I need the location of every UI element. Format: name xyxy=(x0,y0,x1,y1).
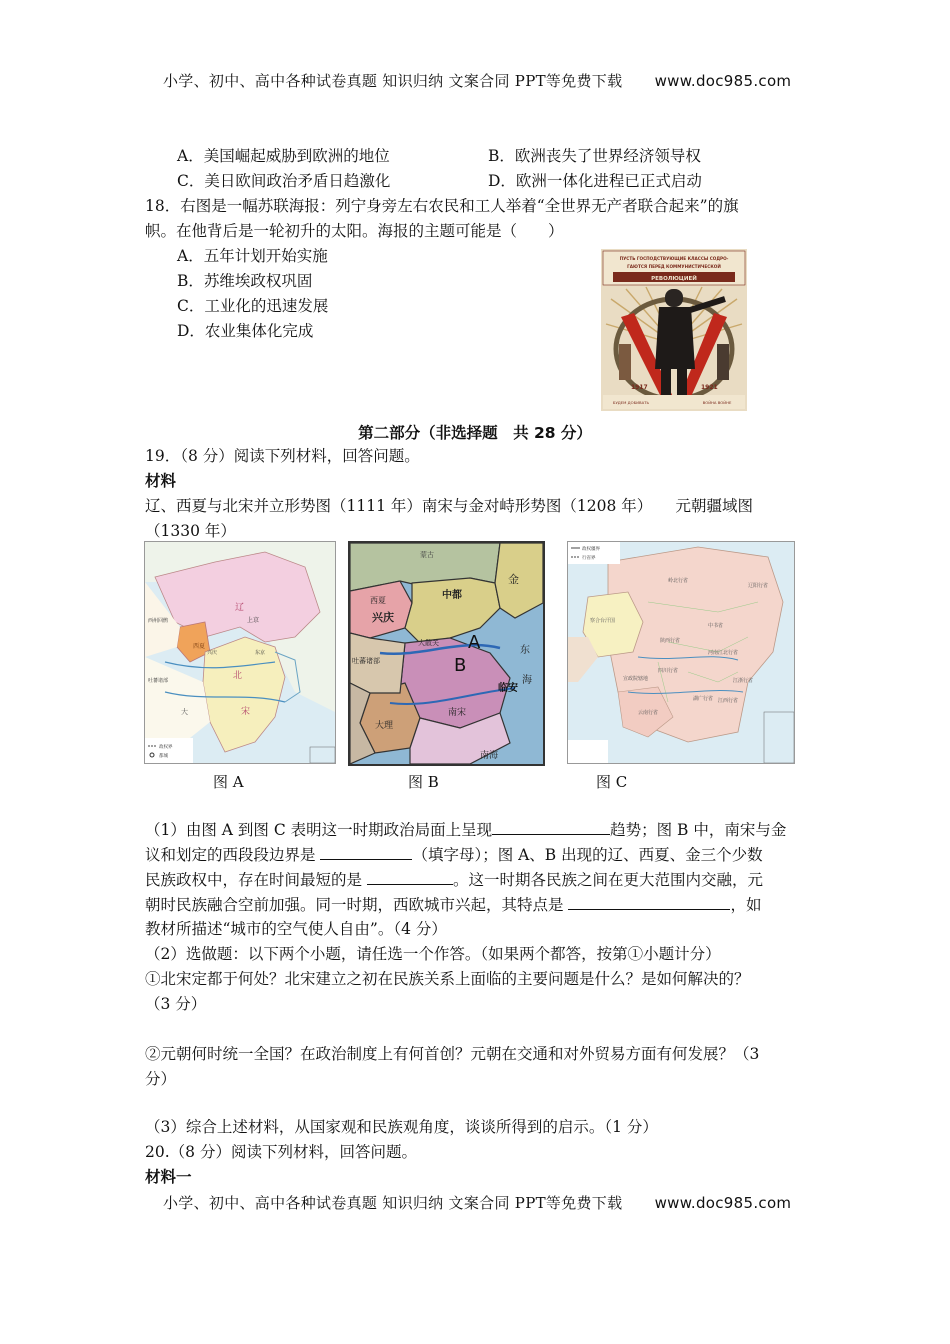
map-a-label-dongjing: 东京 xyxy=(255,650,266,656)
footer-text: 小学、初中、高中各种试卷真题 知识归纳 文案合同 PPT等免费下载 xyxy=(163,1194,623,1212)
map-b-label-dong: 东 xyxy=(520,645,530,656)
map-b-label-linan: 临安 xyxy=(498,683,518,694)
soviet-poster xyxy=(601,249,747,411)
svg-text:БУДЕМ ДОБИВАТЬ: БУДЕМ ДОБИВАТЬ xyxy=(612,400,650,405)
header-url[interactable]: www.doc985.com xyxy=(654,72,792,90)
answer-blank-trend[interactable] xyxy=(492,818,610,835)
q19-p1-line1: （1）由图 A 到图 C 表明这一时期政治局面上呈现 趋势；图 B 中，南宋与金 xyxy=(145,818,786,841)
page-footer xyxy=(163,1192,791,1213)
q19-p2-option1-line1: ①北宋定都于何处？北宋建立之初在民族关系上面临的主要问题是什么？是如何解决的？ xyxy=(145,970,750,988)
q17-option-a: A．美国崛起威胁到欧洲的地位 xyxy=(177,147,390,165)
answer-blank-border[interactable] xyxy=(320,843,412,860)
map-b-label-jin: 金 xyxy=(508,573,519,586)
map-c-label-jiangzhe: 江浙行省 xyxy=(733,678,754,684)
poster-year-left: 1917 xyxy=(631,384,648,391)
map-a xyxy=(144,541,336,764)
map-b-label-tubo: 吐蕃诸部 xyxy=(352,657,380,665)
map-b-label-nansong: 南宋 xyxy=(448,708,467,718)
q19-p2-option2-line2: 分） xyxy=(145,1070,177,1088)
svg-text:ПУСТЬ ГОСПОДСТВУЮЩИЕ КЛАССЫ СО: ПУСТЬ ГОСПОДСТВУЮЩИЕ КЛАССЫ СОДРО- xyxy=(619,256,729,261)
q18-option-a: A．五年计划开始实施 xyxy=(177,247,328,265)
q19-p1-line2: 议和划定的西段段边界是 （填字母）；图 A、B 出现的辽、西夏、金三个少数 xyxy=(145,843,763,866)
map-c-label-henan: 河南江北行省 xyxy=(708,650,739,656)
q19-p2-option2-line1: ②元朝何时统一全国？在政治制度上有何首创？元朝在交通和对外贸易方面有何发展？（3 xyxy=(145,1045,760,1063)
map-c-label-liaoyang: 辽阳行省 xyxy=(748,583,769,589)
part2-title: 第二部分（非选择题 共 28 分） xyxy=(358,424,592,442)
map-b-label-hai: 海 xyxy=(522,675,532,686)
page-header xyxy=(163,70,791,91)
map-b-caption: 图 B xyxy=(408,773,439,791)
map-b xyxy=(348,541,545,766)
map-b-label-zhongdu: 中都 xyxy=(442,590,462,601)
q18-option-d: D．农业集体化完成 xyxy=(177,322,314,340)
map-c-caption: 图 C xyxy=(596,773,628,791)
map-a-label-shangjing: 上京 xyxy=(247,617,260,624)
q18-stem-line2: 帜。在他背后是一轮初升的太阳。海报的主题可能是（ ） xyxy=(145,222,564,240)
map-c-legend-border: 政权疆界 xyxy=(582,547,600,552)
q19-p3: （3）综合上述材料，从国家观和民族观角度，谈谈所得到的启示。（1 分） xyxy=(145,1118,658,1136)
map-c-label-shaanxi: 陕西行省 xyxy=(660,638,681,644)
map-a-label-song: 宋 xyxy=(241,707,251,717)
map-b-label-a: A xyxy=(468,632,481,653)
map-c-label-sichuan: 四川行省 xyxy=(658,668,679,674)
map-c-label-jiangxi: 江西行省 xyxy=(718,698,739,704)
q19-maps-title-line1: 辽、西夏与北宋并立形势图（1111 年）南宋与金对峙形势图（1208 年） 元朝疆域图 xyxy=(145,497,753,515)
map-c-label-zhongshu: 中书省 xyxy=(708,623,724,629)
q19-p1-line5: 教材所描述“城市的空气使人自由”。（4 分） xyxy=(145,920,447,938)
map-b-label-dasanguan: 大散关 xyxy=(418,639,439,647)
map-b-label-mongol: 蒙古 xyxy=(420,551,434,559)
q18-option-b: B．苏维埃政权巩固 xyxy=(177,272,313,290)
map-a-label-da: 大 xyxy=(181,708,188,716)
map-c-legend-province: 行省界 xyxy=(582,556,596,561)
map-c-label-lingbei: 岭北行省 xyxy=(668,578,689,584)
map-b-label-xixia: 西夏 xyxy=(370,596,386,605)
q20-stem: 20.（8 分）阅读下列材料，回答问题。 xyxy=(145,1143,417,1161)
svg-text:ГАЮТСЯ ПЕРЕД КОММУНИСТИЧЕСКОЙ: ГАЮТСЯ ПЕРЕД КОММУНИСТИЧЕСКОЙ xyxy=(627,264,721,269)
q19-p2: （2）选做题：以下两个小题，请任选一个作答。（如果两个都答，按第①小题计分） xyxy=(145,945,721,963)
map-a-label-bei: 北 xyxy=(233,671,243,681)
q19-p2-option1-line2: （3 分） xyxy=(145,995,207,1013)
q18-stem-line1: 18．右图是一幅苏联海报：列宁身旁左右农民和工人举着“全世界无产者联合起来”的旗 xyxy=(145,197,739,215)
map-a-label-xizhou: 西州回鹘 xyxy=(148,618,169,624)
q17-option-b: B．欧洲丧失了世界经济领导权 xyxy=(488,147,701,165)
q19-p1-line3: 民族政权中，存在时间最短的是 。这一时期各民族之间在更大范围内交融，元 xyxy=(145,868,763,891)
svg-text:ВОЙНА ВОЙНЕ: ВОЙНА ВОЙНЕ xyxy=(702,400,732,405)
map-a-label-xixia: 西夏 xyxy=(193,643,206,650)
map-b-label-xingqing: 兴庆 xyxy=(372,611,394,624)
map-a-legend-capital: 都城 xyxy=(159,754,168,759)
answer-blank-city-feature[interactable] xyxy=(568,893,730,910)
poster-year-right: 1921 xyxy=(701,384,718,391)
q19-p1-line4: 朝时民族融合空前加强。同一时期，西欧城市兴起，其特点是 ，如 xyxy=(145,893,761,916)
map-c-label-chagatai: 察合台汗国 xyxy=(590,618,616,624)
q17-option-d: D．欧洲一体化进程已正式启动 xyxy=(488,172,702,190)
q19-stem: 19．（8 分）阅读下列材料，回答问题。 xyxy=(145,447,420,465)
map-a-label-liao: 辽 xyxy=(235,603,245,613)
svg-text:РЕВОЛЮЦИЕЙ: РЕВОЛЮЦИЕЙ xyxy=(651,276,697,282)
map-a-label-tubo: 吐蕃诸部 xyxy=(148,678,169,684)
map-b-label-b: B xyxy=(454,655,467,676)
map-b-label-nanhai: 南海 xyxy=(480,751,499,761)
q18-option-c: C．工业化的迅速发展 xyxy=(177,297,329,315)
map-c-label-yunnan: 云南行省 xyxy=(638,710,659,716)
map-a-caption: 图 A xyxy=(213,773,244,791)
map-c-label-xuanzheng: 宣政院辖地 xyxy=(623,676,649,682)
map-c xyxy=(567,541,795,764)
footer-url[interactable]: www.doc985.com xyxy=(654,1194,792,1212)
map-b-label-dali: 大理 xyxy=(375,721,394,731)
q19-material-label: 材料 xyxy=(145,472,177,490)
map-a-legend-border: 政权界 xyxy=(159,745,173,750)
map-a-label-xingqing: 兴庆 xyxy=(207,650,218,656)
header-text: 小学、初中、高中各种试卷真题 知识归纳 文案合同 PPT等免费下载 xyxy=(163,72,623,90)
q17-option-c: C．美日欧间政治矛盾日趋激化 xyxy=(177,172,391,190)
map-c-label-huguang: 湖广行省 xyxy=(693,696,714,702)
q20-material-label: 材料一 xyxy=(145,1168,192,1186)
q19-maps-title-line2: （1330 年） xyxy=(145,522,236,540)
answer-blank-regime[interactable] xyxy=(367,868,453,885)
